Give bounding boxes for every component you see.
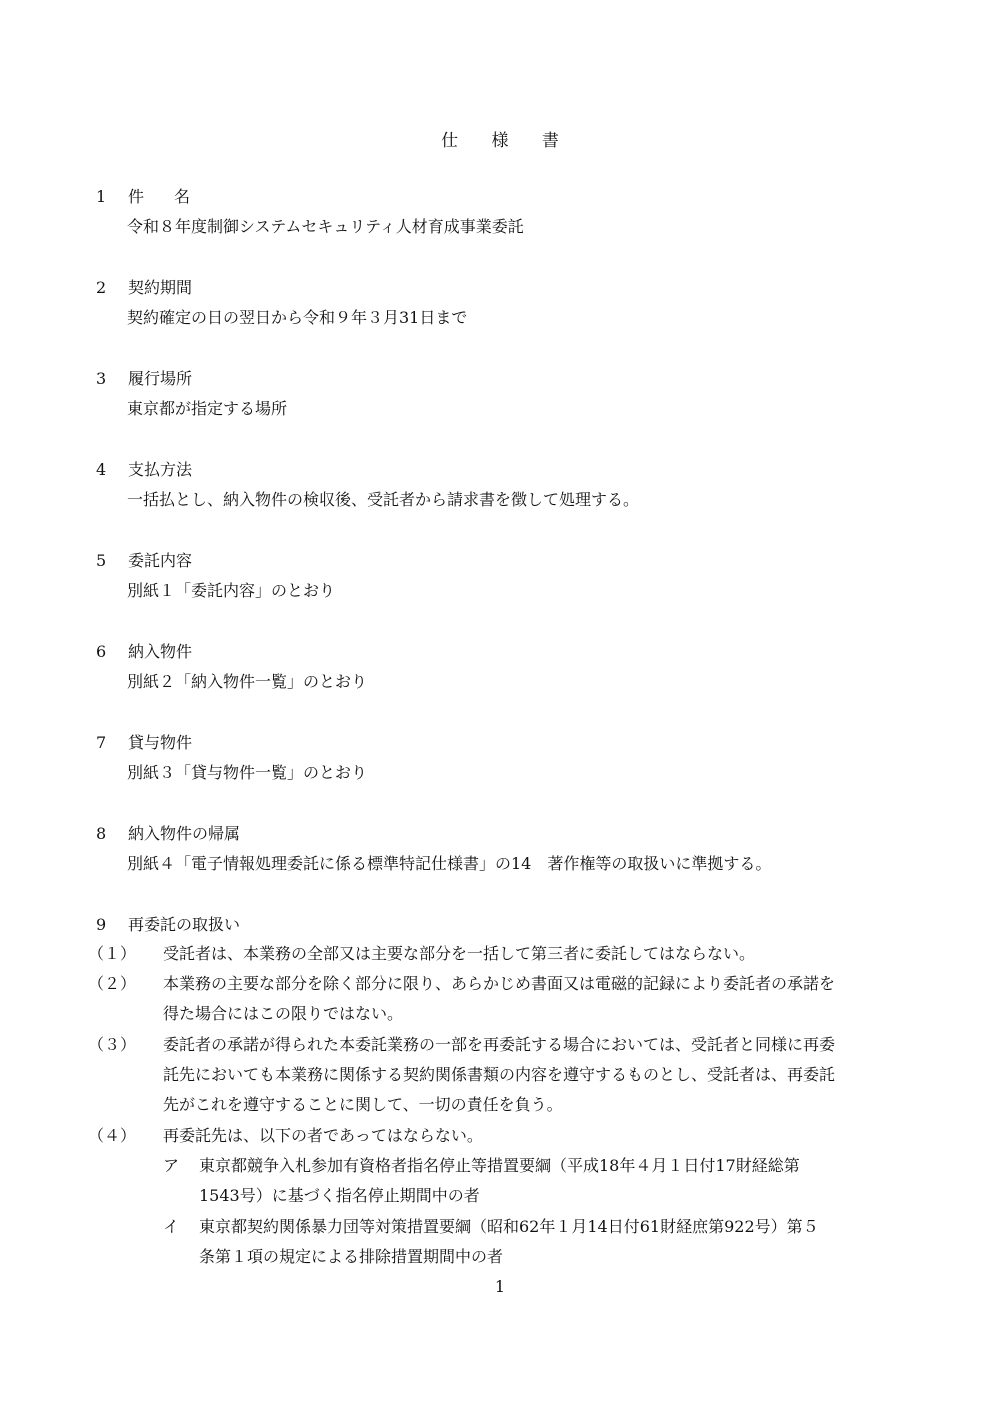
section-title: 納入物件 — [128, 642, 193, 661]
section-number: 7 — [96, 733, 107, 752]
section-body-3: 東京都が指定する場所 — [127, 399, 288, 418]
section-title: 支払方法 — [128, 460, 193, 479]
section-number: 1 — [96, 187, 107, 206]
section-number: 6 — [96, 642, 107, 661]
section-title: 契約期間 — [128, 278, 193, 297]
section-title: 再委託の取扱い — [128, 915, 241, 934]
item-text: 再委託先は、以下の者であってはならない。 — [163, 1126, 483, 1145]
subitem-text: 1543号）に基づく指名停止期間中の者 — [199, 1186, 480, 1205]
item-text: 委託者の承諾が得られた本委託業務の一部を再委託する場合においては、受託者と同様に再委 — [163, 1035, 836, 1054]
section-number: 8 — [96, 824, 107, 843]
subitem-mark-i: イ — [163, 1217, 180, 1236]
page-title: 仕 様 書 — [441, 131, 573, 151]
section-number: 4 — [96, 460, 107, 479]
item-number-1: （１） — [88, 944, 137, 963]
section-heading-6 — [96, 640, 192, 664]
section-body-7: 別紙３「貸与物件一覧」のとおり — [127, 763, 368, 782]
section-number: 5 — [96, 551, 107, 570]
section-title: 委託内容 — [128, 551, 193, 570]
subitem-text: 東京都競争入札参加有資格者指名停止等措置要綱（平成18年４月１日付17財経総第 — [199, 1156, 800, 1175]
section-number: 2 — [96, 278, 107, 297]
section-heading-7 — [96, 731, 192, 755]
section-heading-1 — [96, 185, 220, 209]
section-title: 貸与物件 — [128, 733, 193, 752]
section-title: 件名 — [128, 187, 221, 206]
subitem-mark-a: ア — [163, 1156, 180, 1175]
section-heading-2 — [96, 276, 192, 300]
section-heading-5 — [96, 549, 192, 573]
section-number: 9 — [96, 915, 107, 934]
item-text: 本業務の主要な部分を除く部分に限り、あらかじめ書面又は電磁的記録により委託者の承諾を — [163, 974, 836, 993]
page-number: 1 — [494, 1277, 506, 1296]
item-number-4: （４） — [88, 1126, 137, 1145]
section-number: 3 — [96, 369, 107, 388]
section-heading-3 — [96, 367, 192, 391]
section-body-5: 別紙１「委託内容」のとおり — [127, 581, 336, 600]
section-title: 納入物件の帰属 — [128, 824, 241, 843]
item-text: 受託者は、本業務の全部又は主要な部分を一括して第三者に委託してはならない。 — [163, 944, 756, 963]
section-body-6: 別紙２「納入物件一覧」のとおり — [127, 672, 368, 691]
section-title: 履行場所 — [128, 369, 193, 388]
section-body-2: 契約確定の日の翌日から令和９年３月31日まで — [127, 308, 468, 327]
section-body-4: 一括払とし、納入物件の検収後、受託者から請求書を徴して処理する。 — [127, 490, 640, 509]
section-body-1: 令和８年度制御システムセキュリティ人材育成事業委託 — [127, 217, 524, 236]
item-text: 先がこれを遵守することに関して、一切の責任を負う。 — [163, 1095, 563, 1114]
item-text: 得た場合にはこの限りではない。 — [163, 1004, 404, 1023]
subitem-text: 条第１項の規定による排除措置期間中の者 — [199, 1247, 504, 1266]
section-body-8: 別紙４「電子情報処理委託に係る標準特記仕様書」の14 著作権等の取扱いに準拠する。 — [127, 854, 772, 873]
section-heading-8 — [96, 822, 240, 846]
item-text: 託先においても本業務に関係する契約関係書類の内容を遵守するものとし、受託者は、再委託 — [163, 1065, 836, 1084]
item-number-2: （２） — [88, 974, 137, 993]
section-heading-4 — [96, 458, 192, 482]
item-number-3: （３） — [88, 1035, 137, 1054]
section-heading-9 — [96, 913, 240, 937]
subitem-text: 東京都契約関係暴力団等対策措置要綱（昭和62年１月14日付61財経庶第922号）第５ — [199, 1217, 819, 1236]
